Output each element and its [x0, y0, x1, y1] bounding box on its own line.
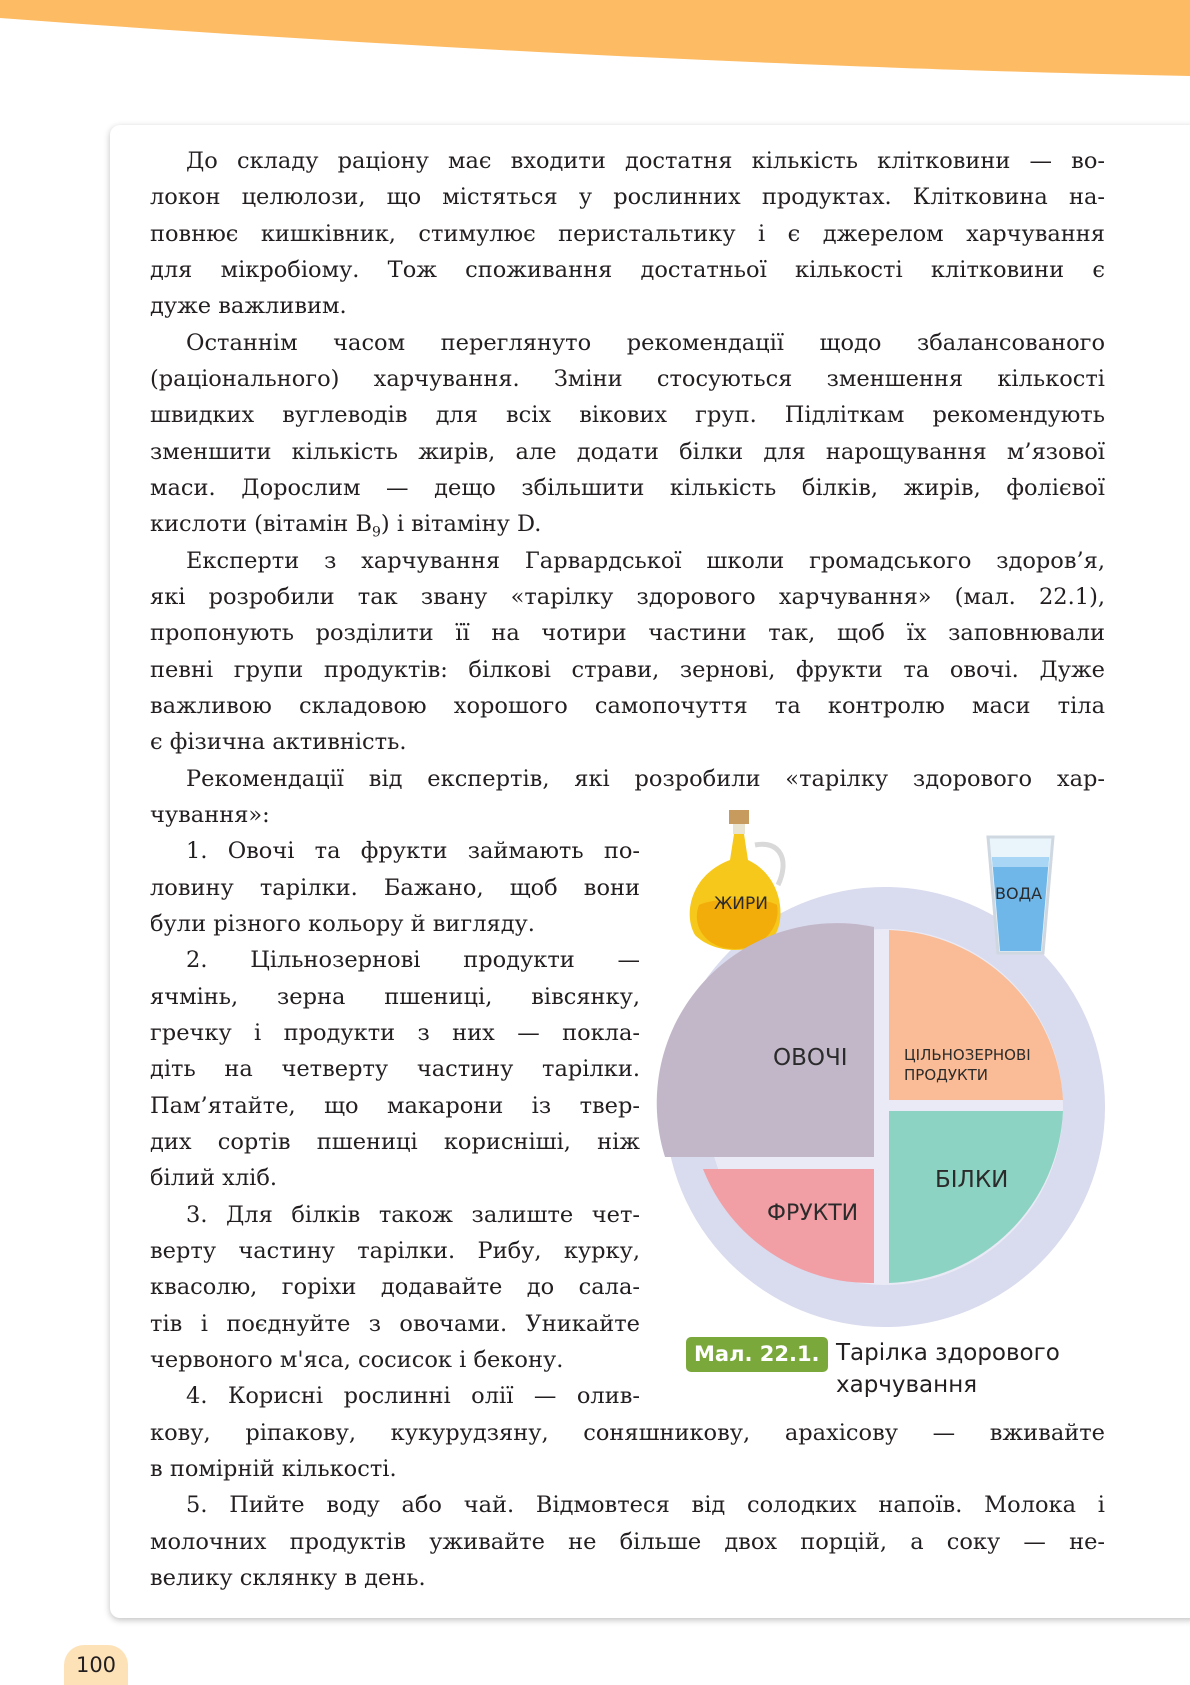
text-line: є фізична активність.: [150, 729, 407, 755]
list-item-line: 2. Цільнозернові продукти —: [186, 947, 640, 973]
text-line: Останнім часом переглянуто рекомендації щодо збалансованого: [186, 330, 1105, 356]
text-line: (раціонального) харчування. Зміни стосуються зменшення кількості: [150, 366, 1105, 392]
list-item-line: кову, ріпакову, кукурудзяну, соняшникову, арахісову — вживайте: [150, 1420, 1105, 1446]
list-item-line: ячмінь, зерна пшениці, вівсянку,: [150, 984, 640, 1010]
vegetables-segment: [657, 923, 874, 1157]
oil-bottle-icon: [690, 810, 783, 950]
list-item-line: 1. Овочі та фрукти займають по-: [186, 838, 640, 864]
text-line: [150, 506, 1105, 542]
text-line: пропонують розділити її на чотири частини так, щоб їх заповнювали: [150, 620, 1105, 646]
protein-label: БІЛКИ: [935, 1167, 1009, 1193]
text-line: важливою складовою хорошого самопочуття та контролю маси тіла: [150, 693, 1105, 719]
list-item-line: тів і поєднуйте з овочами. Уникайте: [150, 1311, 640, 1337]
text-line: чування»:: [150, 802, 270, 828]
list-item-line: діть на четверту частину тарілки.: [150, 1056, 640, 1082]
list-item-line: червоного м'яса, сосисок і бекону.: [150, 1347, 564, 1373]
grains-label-line: ПРОДУКТИ: [904, 1066, 989, 1084]
text-line: для мікробіому. Тож споживання достатньої кількості клітковини є: [150, 257, 1105, 283]
list-item-line: молочних продуктів уживайте не більше двох порцій, а соку — не-: [150, 1529, 1105, 1555]
text-line: локон целюлози, що містяться у рослинних продуктах. Клітковина на-: [150, 184, 1105, 210]
grains-label: [904, 1045, 1031, 1085]
list-item-line: дих сортів пшениці корисніші, ніж: [150, 1129, 640, 1155]
fruits-label: ФРУКТИ: [767, 1201, 859, 1226]
text-line: Експерти з харчування Гарвардської школи громадського здоров’я,: [186, 548, 1105, 574]
text-line: які розробили так звану «тарілку здорового харчування» (мал. 22.1),: [150, 584, 1105, 610]
vitamin-subscript: 9: [371, 524, 381, 541]
list-item-line: 5. Пийте воду або чай. Відмовтеся від солодких напоїв. Молока і: [186, 1492, 1105, 1518]
list-item-line: гречку і продукти з них — покла-: [150, 1020, 640, 1046]
text-fragment: кислоти (вітамін B: [150, 511, 372, 537]
grains-label-line: ЦІЛЬНОЗЕРНОВІ: [904, 1046, 1031, 1064]
vegetables-label: ОВОЧІ: [773, 1045, 848, 1071]
list-item-line: велику склянку в день.: [150, 1565, 426, 1591]
text-line: Рекомендації від експертів, які розробили «тарілку здорового хар-: [186, 766, 1105, 792]
list-item-line: верту частину тарілки. Рибу, курку,: [150, 1238, 640, 1264]
text-line: повнює кишківник, стимулює перистальтику і є джерелом харчування: [150, 221, 1105, 247]
healthy-plate-figure: [655, 805, 1110, 1335]
text-line: До складу раціону має входити достатня кількість клітковини — во-: [186, 148, 1105, 174]
oil-label: ЖИРИ: [714, 894, 768, 914]
text-line: маси. Дорослим — дещо збільшити кількість білків, жирів, фолієвої: [150, 475, 1105, 501]
page-number: 100: [64, 1645, 128, 1685]
list-item-line: 4. Корисні рослинні олії — олив-: [186, 1383, 640, 1409]
list-item-line: були різного кольору й вигляду.: [150, 911, 535, 937]
list-item-line: Пам’ятайте, що макарони із твер-: [150, 1093, 640, 1119]
header-accent-band: [0, 0, 1190, 80]
figure-caption-text: Тарілка здорового харчування: [836, 1340, 1060, 1398]
list-item-line: ловину тарілки. Бажано, щоб вони: [150, 875, 640, 901]
list-item-line: квасолю, горіхи додавайте до сала-: [150, 1274, 640, 1300]
text-line: швидких вуглеводів для всіх вікових груп. Підліткам рекомендують: [150, 402, 1105, 428]
list-item-line: 3. Для білків також залиште чет-: [186, 1202, 640, 1228]
text-line: певні групи продуктів: білкові страви, зернові, фрукти та овочі. Дуже: [150, 657, 1105, 683]
list-item-line: білий хліб.: [150, 1165, 278, 1191]
text-fragment: ) і вітаміну D.: [380, 511, 542, 537]
water-label: ВОДА: [995, 884, 1043, 903]
figure-caption-label: Мал. 22.1.: [686, 1337, 828, 1372]
list-item-line: в помірній кількості.: [150, 1456, 397, 1482]
text-line: дуже важливим.: [150, 293, 347, 319]
text-line: зменшити кількість жирів, але додати білки для нарощування м’язової: [150, 439, 1105, 465]
